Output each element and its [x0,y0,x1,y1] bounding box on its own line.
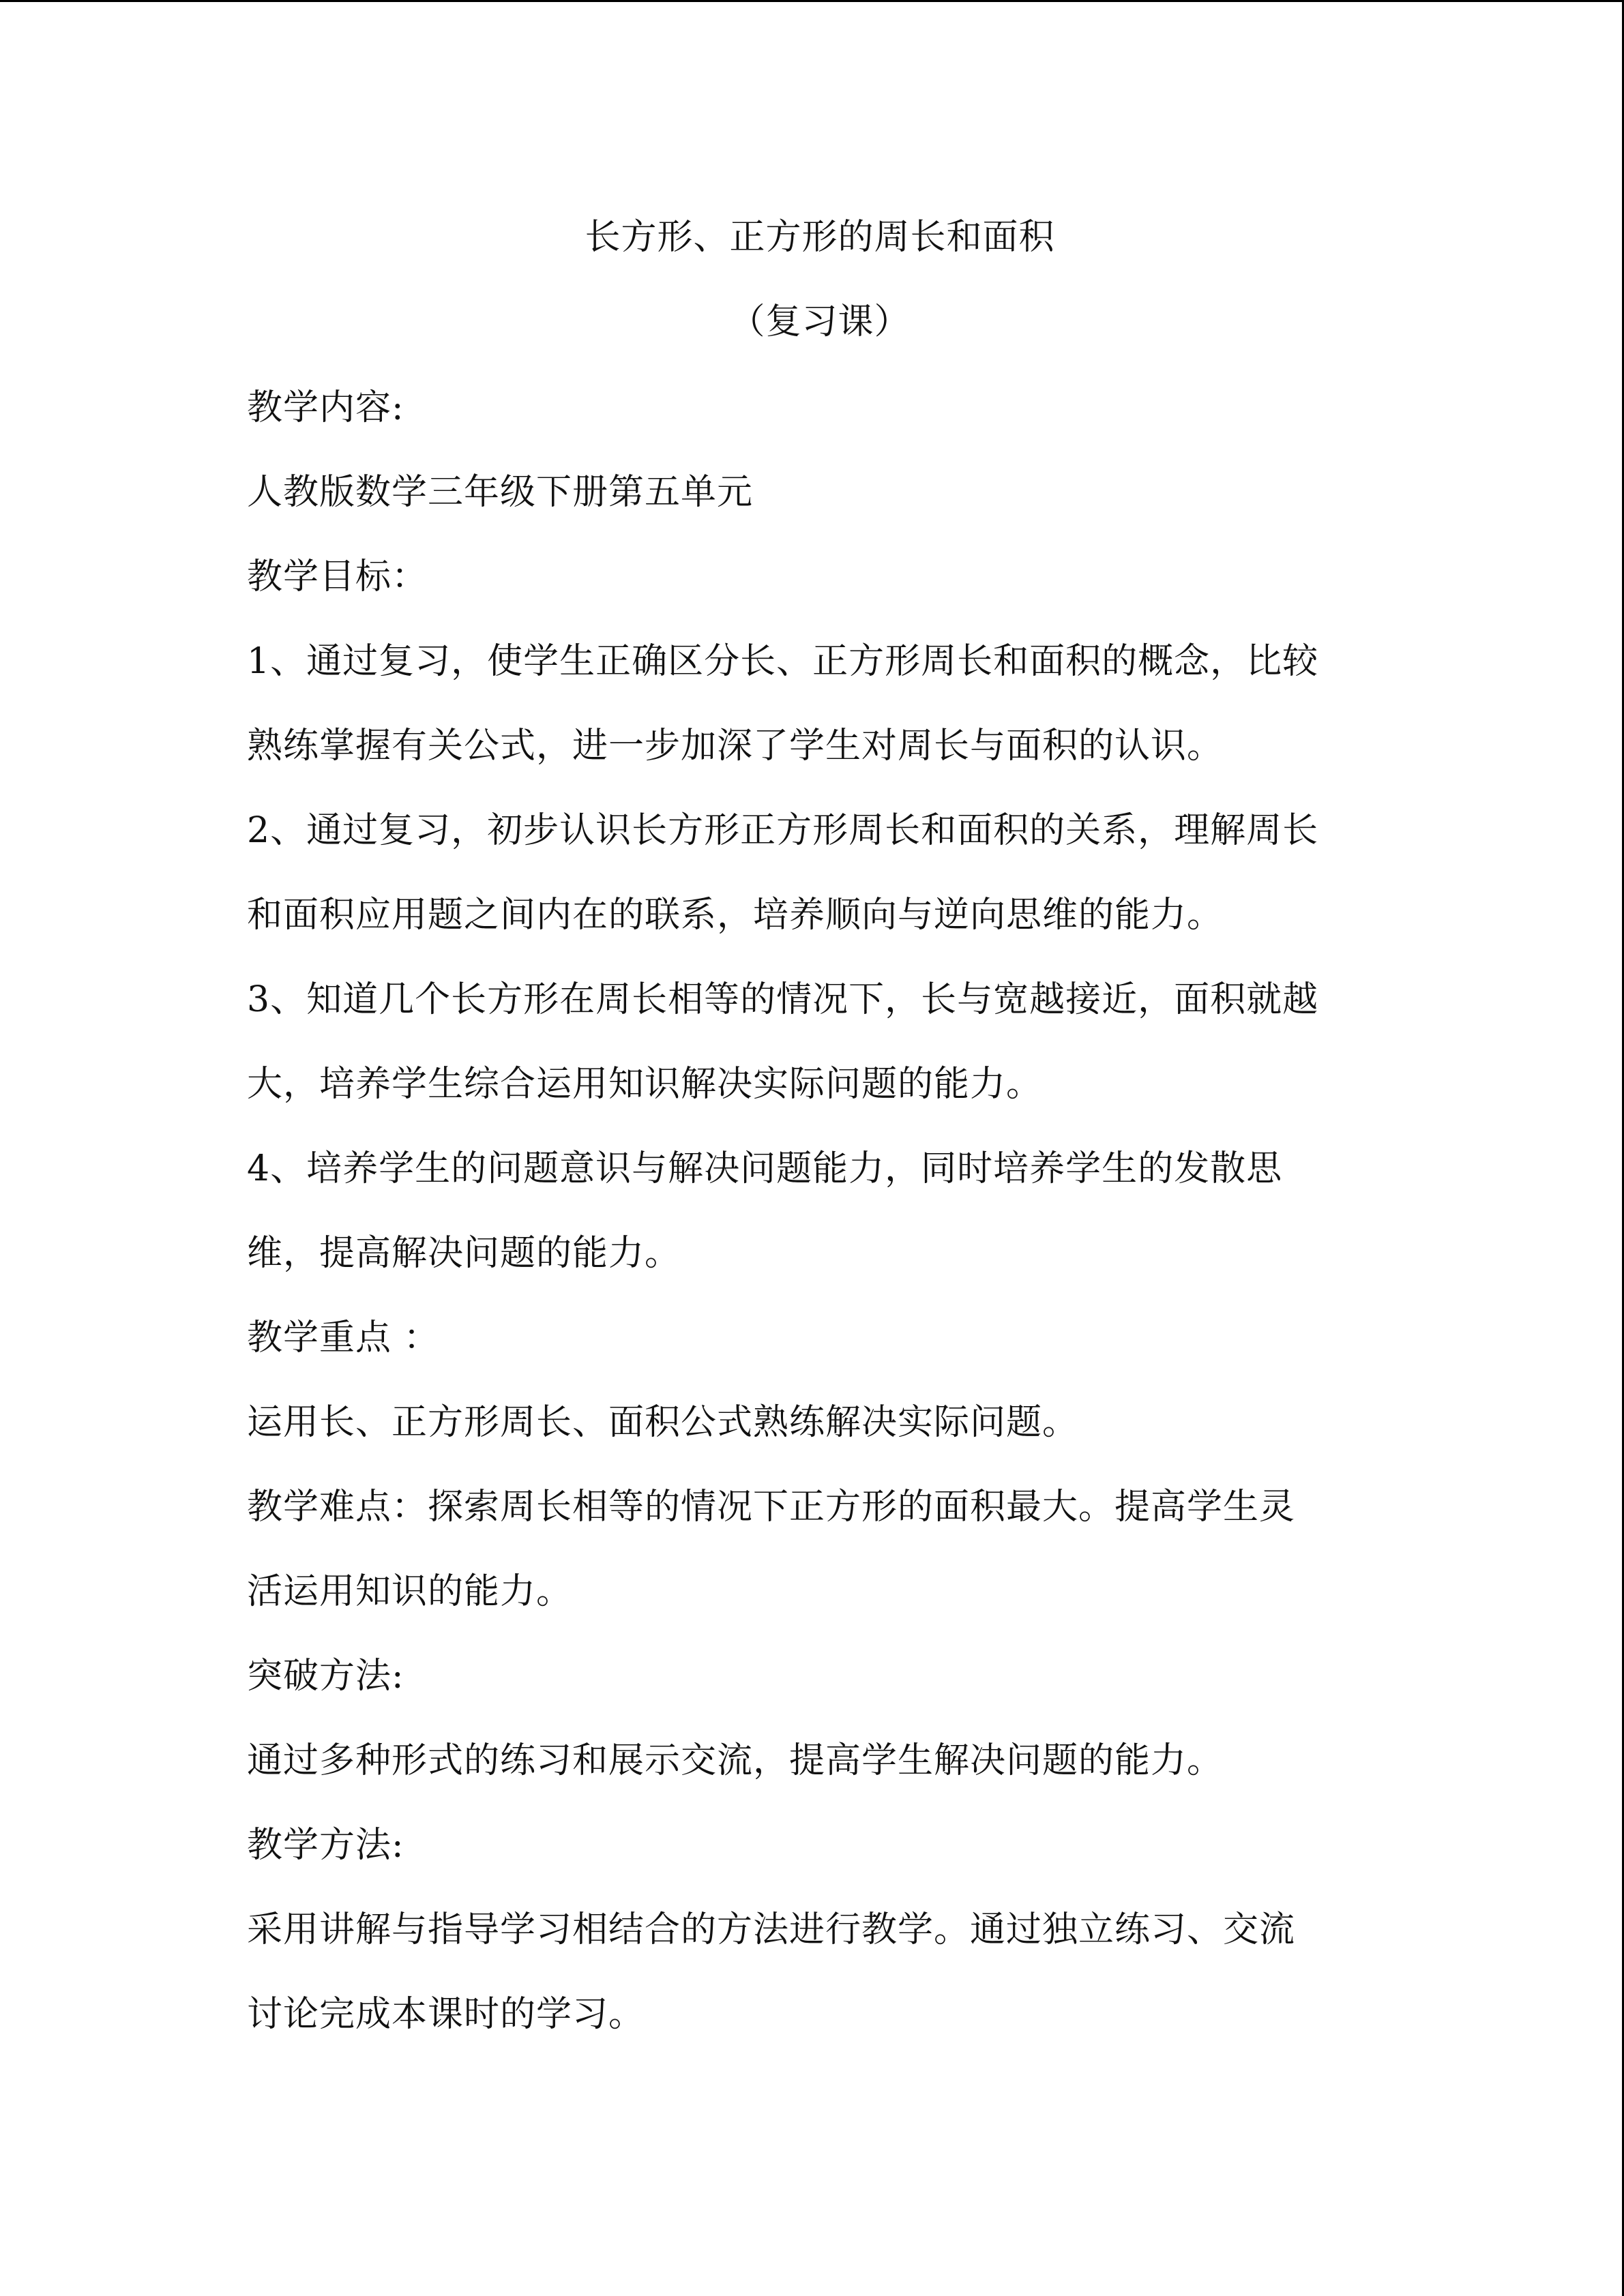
goal-2-line-2: 和面积应用题之间内在的联系，培养顺向与逆向思维的能力。 [247,895,1224,936]
section-heading-breakthrough: 突破方法: [247,1656,404,1697]
section-heading-key-point: 教学重点 ： [247,1317,440,1358]
goal-4-line-2: 维，提高解决问题的能力。 [247,1233,681,1274]
document-subtitle: （复习课） [729,301,911,342]
goal-3-line-1: 3、知道几个长方形在周长相等的情况下，长与宽越接近，面积就越 [247,979,1319,1020]
page-top-border [0,0,1624,2]
key-point-text: 运用长、正方形周长、面积公式熟练解决实际问题。 [247,1402,1079,1443]
goal-1-line-1: 1、通过复习，使学生正确区分长、正方形周长和面积的概念，比较 [247,641,1319,682]
section-heading-method: 教学方法: [247,1825,404,1866]
content-text: 人教版数学三年级下册第五单元 [247,472,754,513]
section-heading-content: 教学内容: [247,387,404,428]
goal-3-line-2: 大，培养学生综合运用知识解决实际问题的能力。 [247,1064,1043,1105]
goal-2-line-1: 2、通过复习，初步认识长方形正方形周长和面积的关系，理解周长 [247,810,1319,851]
section-heading-goals: 教学目标： [247,556,428,597]
difficulty-line-1: 教学难点：探索周长相等的情况下正方形的面积最大。提高学生灵 [247,1487,1296,1527]
breakthrough-text: 通过多种形式的练习和展示交流，提高学生解决问题的能力。 [247,1740,1224,1781]
method-line-1: 采用讲解与指导学习相结合的方法进行教学。通过独立练习、交流 [247,1909,1296,1950]
document-title: 长方形、正方形的周长和面积 [585,217,1055,258]
goal-4-line-1: 4、培养学生的问题意识与解决问题能力，同时培养学生的发散思 [247,1148,1283,1189]
method-line-2: 讨论完成本课时的学习。 [247,1994,645,2035]
difficulty-line-2: 活运用知识的能力。 [247,1571,573,1612]
goal-1-line-2: 熟练掌握有关公式，进一步加深了学生对周长与面积的认识。 [247,726,1224,766]
